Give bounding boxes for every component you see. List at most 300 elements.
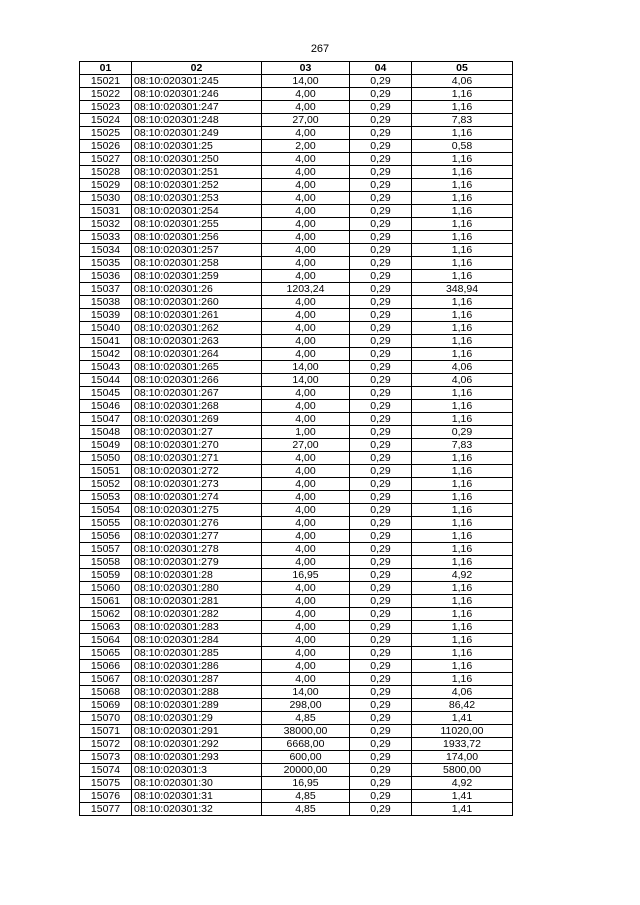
table-cell-col-04: 0,29 <box>350 803 412 816</box>
table-cell-col-01: 15043 <box>80 361 132 374</box>
table-row <box>80 127 513 140</box>
table-row <box>80 426 513 439</box>
table-cell-col-04: 0,29 <box>350 179 412 192</box>
table-cell-col-04: 0,29 <box>350 777 412 790</box>
table-cell-col-05: 1,41 <box>412 803 513 816</box>
table-row <box>80 166 513 179</box>
table-cell-col-02: 08:10:020301:260 <box>132 296 262 309</box>
table-cell-col-03: 4,85 <box>262 790 350 803</box>
table-cell-col-04: 0,29 <box>350 101 412 114</box>
table-cell-col-05: 1,16 <box>412 179 513 192</box>
table-cell-col-05: 1,16 <box>412 634 513 647</box>
table-cell-col-02: 08:10:020301:3 <box>132 764 262 777</box>
table-cell-col-02: 08:10:020301:267 <box>132 387 262 400</box>
table-cell-col-01: 15053 <box>80 491 132 504</box>
table-cell-col-02: 08:10:020301:259 <box>132 270 262 283</box>
table-cell-col-02: 08:10:020301:281 <box>132 595 262 608</box>
table-cell-col-03: 14,00 <box>262 75 350 88</box>
table-cell-col-04: 0,29 <box>350 790 412 803</box>
table-cell-col-04: 0,29 <box>350 712 412 725</box>
table-row <box>80 595 513 608</box>
table-cell-col-05: 7,83 <box>412 439 513 452</box>
table-cell-col-03: 16,95 <box>262 777 350 790</box>
table-cell-col-04: 0,29 <box>350 699 412 712</box>
table-cell-col-05: 1,16 <box>412 296 513 309</box>
table-cell-col-04: 0,29 <box>350 75 412 88</box>
table-cell-col-04: 0,29 <box>350 439 412 452</box>
table-cell-col-01: 15046 <box>80 400 132 413</box>
table-cell-col-04: 0,29 <box>350 413 412 426</box>
table-cell-col-01: 15077 <box>80 803 132 816</box>
table-cell-col-02: 08:10:020301:265 <box>132 361 262 374</box>
table-cell-col-04: 0,29 <box>350 673 412 686</box>
table-cell-col-01: 15050 <box>80 452 132 465</box>
table-cell-col-05: 1,16 <box>412 387 513 400</box>
table-cell-col-05: 1,16 <box>412 504 513 517</box>
table-cell-col-02: 08:10:020301:258 <box>132 257 262 270</box>
table-cell-col-03: 4,00 <box>262 101 350 114</box>
table-cell-col-04: 0,29 <box>350 452 412 465</box>
table-cell-col-02: 08:10:020301:285 <box>132 647 262 660</box>
table-cell-col-03: 4,00 <box>262 556 350 569</box>
table-cell-col-03: 4,00 <box>262 153 350 166</box>
table-cell-col-05: 1,16 <box>412 88 513 101</box>
table-cell-col-05: 1,16 <box>412 452 513 465</box>
table-row <box>80 738 513 751</box>
table-cell-col-04: 0,29 <box>350 517 412 530</box>
table-cell-col-04: 0,29 <box>350 244 412 257</box>
table-cell-col-05: 7,83 <box>412 114 513 127</box>
table-cell-col-05: 0,58 <box>412 140 513 153</box>
table-row <box>80 270 513 283</box>
table-cell-col-03: 14,00 <box>262 361 350 374</box>
table-cell-col-01: 15069 <box>80 699 132 712</box>
table-cell-col-05: 1,16 <box>412 244 513 257</box>
table-cell-col-02: 08:10:020301:261 <box>132 309 262 322</box>
table-row <box>80 387 513 400</box>
table-cell-col-01: 15038 <box>80 296 132 309</box>
table-cell-col-02: 08:10:020301:29 <box>132 712 262 725</box>
table-cell-col-03: 4,00 <box>262 166 350 179</box>
table-row <box>80 530 513 543</box>
table-row <box>80 556 513 569</box>
table-cell-col-05: 1,16 <box>412 595 513 608</box>
table-cell-col-02: 08:10:020301:276 <box>132 517 262 530</box>
table-cell-col-05: 4,06 <box>412 361 513 374</box>
table-row <box>80 569 513 582</box>
table-row <box>80 777 513 790</box>
table-cell-col-01: 15056 <box>80 530 132 543</box>
table-cell-col-04: 0,29 <box>350 686 412 699</box>
table-cell-col-03: 298,00 <box>262 699 350 712</box>
table-cell-col-03: 4,00 <box>262 127 350 140</box>
table-row <box>80 608 513 621</box>
table-cell-col-05: 1,16 <box>412 647 513 660</box>
table-cell-col-01: 15041 <box>80 335 132 348</box>
table-cell-col-03: 14,00 <box>262 686 350 699</box>
table-cell-col-02: 08:10:020301:270 <box>132 439 262 452</box>
table-cell-col-04: 0,29 <box>350 751 412 764</box>
table-cell-col-03: 4,00 <box>262 335 350 348</box>
table-cell-col-04: 0,29 <box>350 270 412 283</box>
table-cell-col-01: 15058 <box>80 556 132 569</box>
table-cell-col-04: 0,29 <box>350 205 412 218</box>
table-cell-col-05: 1,16 <box>412 543 513 556</box>
table-row <box>80 764 513 777</box>
table-row <box>80 75 513 88</box>
table-cell-col-01: 15070 <box>80 712 132 725</box>
table-cell-col-05: 1,16 <box>412 101 513 114</box>
table-cell-col-01: 15064 <box>80 634 132 647</box>
table-cell-col-05: 1,16 <box>412 608 513 621</box>
table-cell-col-03: 4,85 <box>262 712 350 725</box>
table-cell-col-01: 15063 <box>80 621 132 634</box>
table-row <box>80 712 513 725</box>
table-cell-col-03: 20000,00 <box>262 764 350 777</box>
table-cell-col-04: 0,29 <box>350 634 412 647</box>
table-cell-col-04: 0,29 <box>350 426 412 439</box>
table-cell-col-04: 0,29 <box>350 465 412 478</box>
table-cell-col-05: 4,92 <box>412 569 513 582</box>
table-row <box>80 504 513 517</box>
table-cell-col-03: 4,00 <box>262 491 350 504</box>
table-cell-col-04: 0,29 <box>350 621 412 634</box>
table-cell-col-01: 15068 <box>80 686 132 699</box>
table-row <box>80 790 513 803</box>
table-cell-col-01: 15075 <box>80 777 132 790</box>
table-cell-col-02: 08:10:020301:249 <box>132 127 262 140</box>
table-cell-col-05: 1,16 <box>412 348 513 361</box>
table-cell-col-02: 08:10:020301:271 <box>132 452 262 465</box>
table-cell-col-04: 0,29 <box>350 361 412 374</box>
table-cell-col-04: 0,29 <box>350 166 412 179</box>
table-row <box>80 114 513 127</box>
table-cell-col-03: 4,00 <box>262 244 350 257</box>
table-cell-col-04: 0,29 <box>350 88 412 101</box>
table-row <box>80 491 513 504</box>
table-cell-col-02: 08:10:020301:27 <box>132 426 262 439</box>
table-cell-col-02: 08:10:020301:254 <box>132 205 262 218</box>
table-cell-col-05: 1,16 <box>412 218 513 231</box>
table-cell-col-02: 08:10:020301:246 <box>132 88 262 101</box>
table-cell-col-03: 4,85 <box>262 803 350 816</box>
table-row <box>80 88 513 101</box>
table-cell-col-03: 4,00 <box>262 634 350 647</box>
table-header-row <box>80 62 513 75</box>
table-cell-col-01: 15049 <box>80 439 132 452</box>
table-row <box>80 517 513 530</box>
table-cell-col-01: 15025 <box>80 127 132 140</box>
table-cell-col-02: 08:10:020301:273 <box>132 478 262 491</box>
table-cell-col-03: 1,00 <box>262 426 350 439</box>
table-cell-col-05: 1,16 <box>412 660 513 673</box>
table-row <box>80 322 513 335</box>
table-cell-col-03: 4,00 <box>262 413 350 426</box>
table-cell-col-01: 15030 <box>80 192 132 205</box>
table-cell-col-03: 27,00 <box>262 439 350 452</box>
table-cell-col-04: 0,29 <box>350 218 412 231</box>
table-row <box>80 361 513 374</box>
table-cell-col-02: 08:10:020301:266 <box>132 374 262 387</box>
table-cell-col-02: 08:10:020301:251 <box>132 166 262 179</box>
table-cell-col-04: 0,29 <box>350 582 412 595</box>
table-cell-col-02: 08:10:020301:262 <box>132 322 262 335</box>
table-cell-col-02: 08:10:020301:287 <box>132 673 262 686</box>
table-cell-col-05: 1,16 <box>412 309 513 322</box>
table-cell-col-03: 4,00 <box>262 205 350 218</box>
table-cell-col-02: 08:10:020301:279 <box>132 556 262 569</box>
table-row <box>80 192 513 205</box>
table-cell-col-03: 2,00 <box>262 140 350 153</box>
table-cell-col-05: 1,16 <box>412 231 513 244</box>
table-row <box>80 244 513 257</box>
table-cell-col-05: 1,16 <box>412 530 513 543</box>
table-cell-col-01: 15031 <box>80 205 132 218</box>
table-cell-col-01: 15029 <box>80 179 132 192</box>
table-cell-col-03: 4,00 <box>262 478 350 491</box>
table-cell-col-05: 1,16 <box>412 335 513 348</box>
table-cell-col-02: 08:10:020301:289 <box>132 699 262 712</box>
table-cell-col-05: 174,00 <box>412 751 513 764</box>
table-cell-col-03: 4,00 <box>262 400 350 413</box>
table-cell-col-01: 15057 <box>80 543 132 556</box>
table-cell-col-03: 4,00 <box>262 517 350 530</box>
table-cell-col-02: 08:10:020301:292 <box>132 738 262 751</box>
table-cell-col-03: 4,00 <box>262 504 350 517</box>
table-cell-col-04: 0,29 <box>350 283 412 296</box>
table-cell-col-04: 0,29 <box>350 764 412 777</box>
table-row <box>80 218 513 231</box>
table-cell-col-04: 0,29 <box>350 322 412 335</box>
table-cell-col-05: 4,06 <box>412 686 513 699</box>
table-cell-col-04: 0,29 <box>350 725 412 738</box>
table-cell-col-03: 38000,00 <box>262 725 350 738</box>
table-cell-col-01: 15066 <box>80 660 132 673</box>
table-cell-col-02: 08:10:020301:288 <box>132 686 262 699</box>
table-cell-col-05: 1,16 <box>412 257 513 270</box>
table-cell-col-02: 08:10:020301:272 <box>132 465 262 478</box>
table-cell-col-03: 4,00 <box>262 179 350 192</box>
table-row <box>80 582 513 595</box>
table-cell-col-02: 08:10:020301:32 <box>132 803 262 816</box>
table-cell-col-05: 1,41 <box>412 790 513 803</box>
table-cell-col-02: 08:10:020301:284 <box>132 634 262 647</box>
table-cell-col-01: 15060 <box>80 582 132 595</box>
table-cell-col-02: 08:10:020301:31 <box>132 790 262 803</box>
table-cell-col-04: 0,29 <box>350 114 412 127</box>
column-header-01: 01 <box>80 62 132 75</box>
table-cell-col-01: 15027 <box>80 153 132 166</box>
table-cell-col-01: 15062 <box>80 608 132 621</box>
table-cell-col-03: 4,00 <box>262 348 350 361</box>
table-row <box>80 205 513 218</box>
table-cell-col-01: 15037 <box>80 283 132 296</box>
table-cell-col-03: 4,00 <box>262 309 350 322</box>
table-cell-col-01: 15021 <box>80 75 132 88</box>
table-cell-col-03: 4,00 <box>262 673 350 686</box>
table-cell-col-01: 15032 <box>80 218 132 231</box>
table-cell-col-05: 1,16 <box>412 127 513 140</box>
table-cell-col-05: 1,16 <box>412 478 513 491</box>
table-cell-col-04: 0,29 <box>350 491 412 504</box>
table-row <box>80 400 513 413</box>
table-cell-col-03: 27,00 <box>262 114 350 127</box>
table-cell-col-05: 1,16 <box>412 270 513 283</box>
column-header-04: 04 <box>350 62 412 75</box>
table-cell-col-01: 15042 <box>80 348 132 361</box>
table-cell-col-01: 15076 <box>80 790 132 803</box>
table-cell-col-03: 4,00 <box>262 192 350 205</box>
table-cell-col-05: 1,16 <box>412 673 513 686</box>
table-cell-col-03: 600,00 <box>262 751 350 764</box>
table-cell-col-05: 1,16 <box>412 192 513 205</box>
table-cell-col-05: 4,06 <box>412 374 513 387</box>
table-cell-col-02: 08:10:020301:250 <box>132 153 262 166</box>
table-cell-col-01: 15047 <box>80 413 132 426</box>
table-row <box>80 140 513 153</box>
table-cell-col-04: 0,29 <box>350 192 412 205</box>
table-cell-col-03: 4,00 <box>262 530 350 543</box>
table-cell-col-05: 86,42 <box>412 699 513 712</box>
table-cell-col-03: 16,95 <box>262 569 350 582</box>
table-cell-col-01: 15074 <box>80 764 132 777</box>
table-row <box>80 452 513 465</box>
table-cell-col-02: 08:10:020301:255 <box>132 218 262 231</box>
table-cell-col-01: 15071 <box>80 725 132 738</box>
table-cell-col-04: 0,29 <box>350 127 412 140</box>
table-cell-col-02: 08:10:020301:256 <box>132 231 262 244</box>
table-cell-col-02: 08:10:020301:248 <box>132 114 262 127</box>
table-cell-col-01: 15040 <box>80 322 132 335</box>
table-cell-col-03: 4,00 <box>262 647 350 660</box>
table-cell-col-05: 1,16 <box>412 400 513 413</box>
table-cell-col-05: 1,16 <box>412 556 513 569</box>
table-cell-col-02: 08:10:020301:269 <box>132 413 262 426</box>
table-cell-col-04: 0,29 <box>350 556 412 569</box>
table-row <box>80 621 513 634</box>
table-cell-col-03: 4,00 <box>262 296 350 309</box>
table-row <box>80 257 513 270</box>
table-cell-col-05: 5800,00 <box>412 764 513 777</box>
table-cell-col-02: 08:10:020301:291 <box>132 725 262 738</box>
table-cell-col-04: 0,29 <box>350 608 412 621</box>
table-row <box>80 751 513 764</box>
table-cell-col-02: 08:10:020301:280 <box>132 582 262 595</box>
table-cell-col-01: 15039 <box>80 309 132 322</box>
table-row <box>80 465 513 478</box>
table-cell-col-03: 4,00 <box>262 465 350 478</box>
table-cell-col-03: 4,00 <box>262 595 350 608</box>
table-row <box>80 348 513 361</box>
table-cell-col-04: 0,29 <box>350 257 412 270</box>
table-cell-col-04: 0,29 <box>350 647 412 660</box>
table-row <box>80 309 513 322</box>
table-cell-col-05: 4,06 <box>412 75 513 88</box>
table-cell-col-01: 15073 <box>80 751 132 764</box>
table-row <box>80 231 513 244</box>
column-header-02: 02 <box>132 62 262 75</box>
table-cell-col-04: 0,29 <box>350 140 412 153</box>
table-cell-col-02: 08:10:020301:25 <box>132 140 262 153</box>
table-cell-col-05: 348,94 <box>412 283 513 296</box>
table-cell-col-02: 08:10:020301:286 <box>132 660 262 673</box>
table-cell-col-05: 0,29 <box>412 426 513 439</box>
table-cell-col-05: 1,16 <box>412 582 513 595</box>
table-cell-col-04: 0,29 <box>350 595 412 608</box>
table-row <box>80 439 513 452</box>
table-row <box>80 725 513 738</box>
table-cell-col-04: 0,29 <box>350 543 412 556</box>
table-cell-col-01: 15023 <box>80 101 132 114</box>
table-cell-col-05: 1933,72 <box>412 738 513 751</box>
table-cell-col-03: 4,00 <box>262 231 350 244</box>
table-cell-col-04: 0,29 <box>350 660 412 673</box>
table-row <box>80 543 513 556</box>
table-cell-col-03: 4,00 <box>262 387 350 400</box>
table-cell-col-04: 0,29 <box>350 387 412 400</box>
table-row <box>80 374 513 387</box>
page-number: 267 <box>310 43 330 55</box>
table-cell-col-02: 08:10:020301:247 <box>132 101 262 114</box>
table-body <box>80 75 513 816</box>
table-row <box>80 179 513 192</box>
table-cell-col-03: 4,00 <box>262 543 350 556</box>
table-cell-col-05: 1,16 <box>412 166 513 179</box>
table-cell-col-04: 0,29 <box>350 348 412 361</box>
table-cell-col-02: 08:10:020301:283 <box>132 621 262 634</box>
table-cell-col-01: 15061 <box>80 595 132 608</box>
table-cell-col-05: 1,16 <box>412 153 513 166</box>
table-cell-col-02: 08:10:020301:277 <box>132 530 262 543</box>
table-cell-col-01: 15055 <box>80 517 132 530</box>
table-row <box>80 478 513 491</box>
table-cell-col-03: 4,00 <box>262 452 350 465</box>
table-cell-col-02: 08:10:020301:257 <box>132 244 262 257</box>
table-cell-col-01: 15035 <box>80 257 132 270</box>
table-row <box>80 686 513 699</box>
table-cell-col-01: 15044 <box>80 374 132 387</box>
table-cell-col-04: 0,29 <box>350 296 412 309</box>
table-cell-col-03: 6668,00 <box>262 738 350 751</box>
table-cell-col-04: 0,29 <box>350 738 412 751</box>
table-row <box>80 803 513 816</box>
table-cell-col-01: 15026 <box>80 140 132 153</box>
table-cell-col-03: 1203,24 <box>262 283 350 296</box>
table-cell-col-02: 08:10:020301:28 <box>132 569 262 582</box>
table-row <box>80 634 513 647</box>
table-row <box>80 335 513 348</box>
table-cell-col-01: 15054 <box>80 504 132 517</box>
table-cell-col-01: 15024 <box>80 114 132 127</box>
table-cell-col-01: 15022 <box>80 88 132 101</box>
table-cell-col-05: 1,16 <box>412 465 513 478</box>
table-cell-col-04: 0,29 <box>350 478 412 491</box>
table-cell-col-04: 0,29 <box>350 231 412 244</box>
table-cell-col-02: 08:10:020301:264 <box>132 348 262 361</box>
table-cell-col-03: 4,00 <box>262 270 350 283</box>
table-cell-col-05: 1,16 <box>412 322 513 335</box>
table-cell-col-02: 08:10:020301:274 <box>132 491 262 504</box>
table-cell-col-03: 4,00 <box>262 621 350 634</box>
table-row <box>80 660 513 673</box>
table-cell-col-02: 08:10:020301:268 <box>132 400 262 413</box>
column-header-03: 03 <box>262 62 350 75</box>
table-cell-col-02: 08:10:020301:26 <box>132 283 262 296</box>
table-cell-col-03: 4,00 <box>262 88 350 101</box>
table-cell-col-01: 15067 <box>80 673 132 686</box>
table-row <box>80 101 513 114</box>
table-cell-col-02: 08:10:020301:252 <box>132 179 262 192</box>
